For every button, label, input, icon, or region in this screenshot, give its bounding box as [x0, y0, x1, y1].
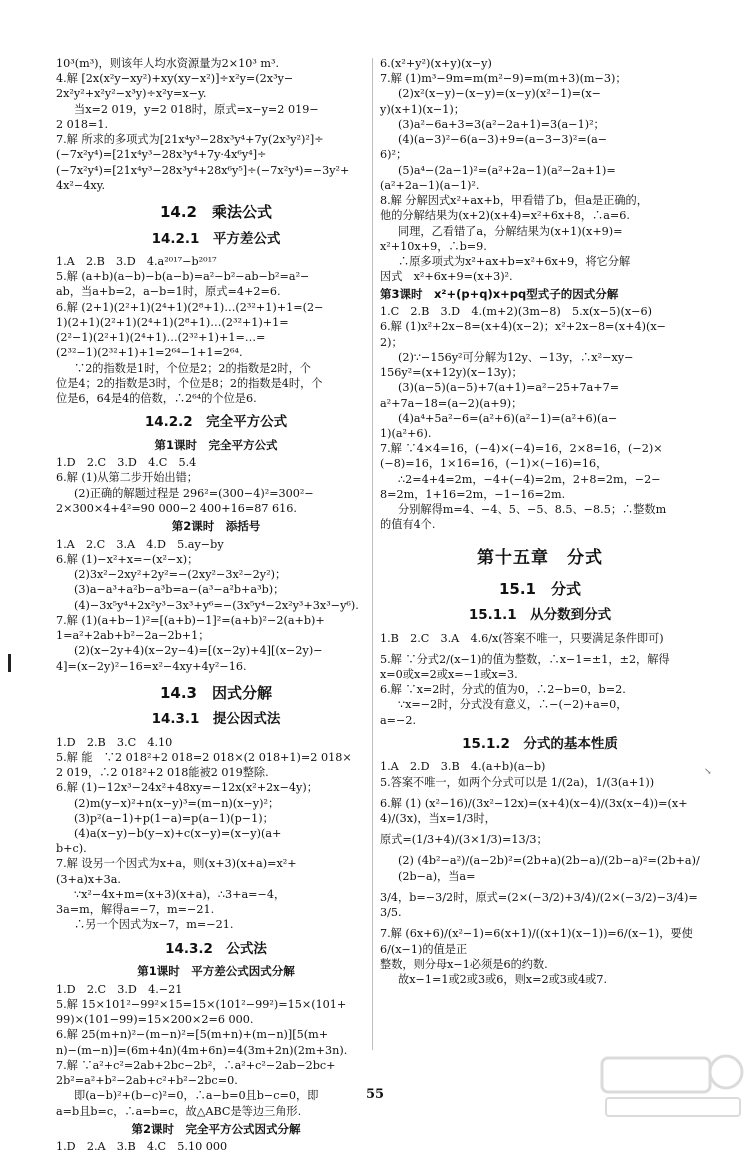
answer-line: 5.答案不唯一，如两个分式可以是 1/(2a)，1/(3(a+1))	[380, 775, 655, 789]
answer-line: 2b²=a²+b²−2ab+c²+b²−2bc=0.	[56, 1074, 238, 1088]
answer-line: 7.解 (6x+6)/(x²−1)=6(x+1)/((x+1)(x−1))=6/(x−1)，要使6/(x−1)的值是正	[380, 927, 693, 956]
answer-line: (3)a²−6a+3=3(a²−2a+1)=3(a−1)²；	[398, 117, 605, 131]
lesson-title: 第1课时 平方差公式因式分解	[137, 964, 295, 979]
answer-line: 3a=m，解得a=−7，m=−21.	[56, 903, 215, 917]
answer-line: 1=a²+2ab+b²−2a−2b+1；	[56, 629, 210, 643]
answer-line: 即(a−b)²+(b−c)²=0，∴a−b=0且b−c=0，即	[74, 1089, 319, 1103]
answer-line: 7.解 ∵a²+c²=2ab+2bc−2b²，∴a²+c²−2ab−2bc+	[56, 1058, 336, 1072]
answer-line: a²+7a−18=(a−2)(a+9)；	[380, 396, 523, 410]
answer-line: 6)²；	[380, 148, 408, 162]
answer-line: (2)x²(x−y)−(x−y)=(x−y)(x²−1)=(x−	[398, 87, 602, 101]
answer-line: 1.A 2.C 3.A 4.D 5.ay−by	[56, 537, 224, 551]
answer-line: 6.(x²+y²)(x+y)(x−y)	[380, 57, 492, 70]
answer-line: 当x=2 019，y=2 018时，原式=x−y=2 019−	[74, 102, 319, 116]
section-title: 15.1 分式	[498, 579, 581, 598]
answer-line: 位是4；2的指数是3时，个位是8；2的指数是4时，个	[56, 376, 323, 390]
answer-line: 7.解 ∵4×4=16，(−4)×(−4)=16，2×8=16，(−2)×	[380, 442, 663, 456]
section-title: 14.3 因式分解	[159, 683, 272, 702]
answer-line: 5.解 15×101²−99²×15=15×(101²−99²)=15×(101+	[56, 997, 347, 1011]
answer-line: ab，当a+b=2，a−b=1时，原式=4+2=6.	[56, 285, 281, 299]
answer-line: 10³(m³)，则该年人均水资源量为2×10³ m³.	[56, 57, 280, 70]
lesson-title: 第1课时 完全平方公式	[154, 437, 278, 452]
answer-line: 1.A 2.D 3.B 4.(a+b)(a−b)	[380, 760, 546, 774]
answer-line: 1.D 2.C 3.D 4.−21	[56, 982, 183, 996]
answer-line: 8.解 分解因式x²+ax+b，甲看错了b，但a是正确的，	[380, 194, 648, 208]
answer-line: 4.解 [2x(x²y−xy²)+xy(xy−x²)]÷x²y=(2x³y−	[56, 72, 294, 86]
answer-line: 5.解 (a+b)(a−b)−b(a−b)=a²−b²−ab−b²=a²−	[56, 270, 310, 284]
answer-line: 1.C 2.B 3.D 4.(m+2)(3m−8) 5.x(x−5)(x−6)	[380, 305, 653, 319]
chapter-title: 第十五章 分式	[477, 547, 603, 568]
answer-line: n)−(m−n)]=(6m+4n)(4m+6n)=4(3m+2n)(2m+3n).	[56, 1043, 348, 1057]
answer-line: b+c).	[56, 842, 87, 856]
answer-line: 故x−1=1或2或3或6，则x=2或3或4或7.	[398, 973, 608, 987]
answer-line: (2³²−1)(2³²+1)+1=2⁶⁴−1+1=2⁶⁴.	[56, 346, 243, 360]
answer-line: 1)(a²+6).	[380, 427, 432, 441]
answer-line: (2)(x−2y+4)(x−2y−4)=[(x−2y)+4][(x−2y)−	[74, 644, 323, 658]
answer-line: 6.解 25(m+n)²−(m−n)²=[5(m+n)+(m−n)][5(m+	[56, 1028, 329, 1042]
answer-line: (4)−3x⁵y⁴+2x²y³−3x³+y⁶=−(3x⁵y⁴−2x²y³+3x³−y⁶).	[74, 598, 359, 612]
answer-line: 7.解 (1)m³−9m=m(m²−9)=m(m+3)(m−3)；	[380, 72, 627, 86]
subsection-title: 14.3.2 公式法	[165, 940, 267, 957]
answer-line: (a²+2a−1)(a−1)².	[380, 178, 480, 192]
subsection-title: 15.1.1 从分数到分式	[468, 607, 612, 624]
page-number: 55	[365, 1087, 385, 1102]
answer-line: (4)(a−3)²−6(a−3)+9=(a−3−3)²=(a−	[398, 133, 608, 147]
answer-line: 6.解 (1) (x²−16)/(3x²−12x)=(x+4)(x−4)/(3x(x−4))=(x+4)/(3x)，当x=1/3时，	[380, 796, 688, 825]
answer-line: 2 019，∴2 018²+2 018能被2 019整除.	[56, 766, 269, 780]
answer-line: (2) (4b²−a²)/(a−2b)²=(2b+a)(2b−a)/(2b−a)²=(2b+a)/(2b−a)，当a=	[398, 854, 700, 883]
answer-line: x²+10x+9，∴b=9.	[380, 239, 487, 253]
answer-line: 原式=(1/3+4)/(3×1/3)=13/3；	[380, 833, 548, 847]
answer-line: 6.解 (1)从第二步开始出错；	[56, 471, 198, 485]
answer-line: 位是6，64是4的倍数，∴2⁶⁴的个位是6.	[56, 391, 257, 405]
answer-line: ∵x²−4x+m=(x+3)(x+a)，∴3+a=−4，	[74, 887, 286, 901]
scan-speck: ↘	[704, 767, 712, 777]
subsection-title: 14.2.1 平方差公式	[151, 230, 281, 247]
answer-line: 1.D 2.C 3.D 4.C 5.4	[56, 456, 197, 470]
answer-line: 7.解 (1)(a+b−1)²=[(a+b)−1]²=(a+b)²−2(a+b)+	[56, 613, 325, 627]
subsection-title: 14.2.2 完全平方公式	[144, 414, 288, 431]
watermark-logo	[598, 1052, 748, 1120]
answer-line: 6.解 (1)x²+2x−8=(x+4)(x−2)；x²+2x−8=(x+4)(x−	[380, 320, 667, 334]
answer-line: 2)；	[380, 335, 403, 349]
answer-line: 1.B 2.C 3.A 4.6/x(答案不唯一，只要满足条件即可)	[380, 631, 664, 645]
answer-line: 6.解 (2+1)(2²+1)(2⁴+1)(2⁸+1)…(2³²+1)+1=(2−	[56, 300, 324, 314]
section-title: 14.2 乘法公式	[159, 203, 272, 222]
answer-line: x=0或x=2或x=−1或x=3.	[380, 667, 518, 681]
answer-line: (3+a)x+3a.	[56, 872, 121, 886]
answer-line: 因式 x²+6x+9=(x+3)².	[380, 270, 513, 284]
answer-line: 5.解 能 ∵2 018²+2 018=2 018×(2 018+1)=2 018×	[56, 750, 352, 764]
answer-line: 分别解得m=4、−4、5、−5、8.5、−8.5；∴整数m	[398, 503, 667, 517]
answer-line: 整数，则分母x−1必须是6的约数.	[380, 957, 548, 971]
answer-line: 3/4，b=−3/2时，原式=(2×(−3/2)+3/4)/(2×(−3/2)−3/4)=3/5.	[380, 890, 698, 920]
answer-line: (4)a(x−y)−b(y−x)+c(x−y)=(x−y)(a+	[74, 827, 282, 841]
answer-line: 8=2m，1+16=2m，−1−16=2m.	[380, 487, 566, 501]
answer-line: 4]=(x−2y)²−16=x²−4xy+4y²−16.	[56, 659, 247, 673]
answer-line: (2)正确的解题过程是 296²=(300−4)²=300²−	[74, 486, 314, 500]
answer-line: (3)(a−5)(a−5)+7(a+1)=a²−25+7a+7=	[398, 381, 620, 395]
answer-line: 的值有4个.	[380, 518, 436, 532]
lesson-title: 第2课时 完全平方公式因式分解	[131, 1121, 301, 1136]
answer-line: (2²−1)(2²+1)(2⁴+1)…(2³²+1)+1=…=	[56, 331, 266, 345]
answer-line: a=−2.	[380, 713, 417, 727]
subsection-title: 14.3.1 提公因式法	[151, 711, 281, 728]
right-column	[380, 56, 700, 1056]
answer-line: ∴原多项式为x²+ax+b=x²+6x+9，将它分解	[398, 255, 631, 269]
answer-line: (2)3x²−2xy²+2y²=−(2xy²−3x²−2y²)；	[74, 568, 287, 582]
answer-line: 6.解 ∵x=2时，分式的值为0，∴2−b=0，b=2.	[380, 683, 626, 697]
answer-line: 156y²=(x+12y)(x−13y)；	[380, 366, 523, 380]
answer-line: (−7x²y⁴)=[21x⁴y³−28x³y⁴+28x⁶y⁵]÷(−7x²y⁴)=−3y²+	[56, 163, 350, 177]
subsection-title: 15.1.2 分式的基本性质	[462, 735, 618, 752]
answer-line: 同理，乙看错了a，分解结果为(x+1)(x+9)=	[398, 224, 623, 238]
answer-line: (2)∵−156y²可分解为12y、−13y，∴x²−xy−	[398, 350, 634, 364]
answer-line: ∵2的指数是1时，个位是2；2的指数是2时，个	[74, 361, 311, 375]
answer-line: 1.A 2.B 3.D 4.a²⁰¹⁷−b²⁰¹⁷	[56, 254, 217, 268]
answer-line: a=b且b=c，∴a=b=c，故△ABC是等边三角形.	[56, 1104, 302, 1118]
binding-mark	[8, 654, 11, 672]
answer-line: ∴另一个因式为x−7，m=−21.	[74, 918, 234, 932]
answer-line: (3)a−a³+a²b−a³b=a−(a³−a²b+a³b)；	[74, 583, 285, 597]
answer-line: 6.解 (1)−x²+x=−(x²−x)；	[56, 552, 199, 566]
answer-line: 6.解 (1)−12x³−24x²+48xy=−12x(x²+2x−4y)；	[56, 781, 318, 795]
answer-line: (−8)=16，1×16=16，(−1)×(−16)=16，	[380, 457, 608, 471]
answer-line: 1)(2+1)(2²+1)(2⁴+1)(2⁸+1)…(2³²+1)+1=	[56, 315, 289, 329]
answer-line: ∵x=−2时，分式没有意义，∴−(−2)+a=0，	[398, 698, 628, 712]
answer-line: (5)a⁴−(2a−1)²=(a²+2a−1)(a²−2a+1)=	[398, 163, 616, 177]
answer-line: 2 018=1.	[56, 117, 109, 131]
answer-line: 1.D 2.B 3.C 4.10	[56, 735, 173, 749]
column-divider	[372, 58, 373, 1050]
answer-line: 他的分解结果为(x+2)(x+4)=x²+6x+8，∴a=6.	[380, 209, 630, 223]
answer-line: 2x²y²+x²y²−x³y)÷x²y=x−y.	[56, 87, 207, 101]
answer-line: 1.D 2.A 3.B 4.C 5.10 000	[56, 1140, 228, 1154]
lesson-title: 第2课时 添括号	[171, 519, 261, 534]
answer-line: 7.解 设另一个因式为x+a，则(x+3)(x+a)=x²+	[56, 857, 297, 871]
answer-line: (−7x²y⁴)=[21x⁴y³−28x³y⁴+7y·4x⁶y⁴]÷	[56, 148, 267, 162]
answer-line: (4)a⁴+5a²−6=(a²+6)(a²−1)=(a²+6)(a−	[398, 411, 618, 425]
answer-line: 99)×(101−99)=15×200×2=6 000.	[56, 1013, 254, 1027]
answer-line: 7.解 所求的多项式为[21x⁴y³−28x³y⁴+7y(2x³y²)²]÷	[56, 133, 324, 147]
answer-line: y)(x+1)(x−1)；	[380, 102, 465, 116]
answer-line: 4x²−4xy.	[56, 178, 106, 192]
answer-line: (3)p²(a−1)+p(1−a)=p(a−1)(p−1)；	[74, 811, 274, 825]
answer-line: (2)m(y−x)²+n(x−y)³=(m−n)(x−y)²；	[74, 796, 280, 810]
lesson-title: 第3课时 x²+(p+q)x+pq型式子的因式分解	[380, 286, 619, 301]
answer-line: 2×300×4+4²=90 000−2 400+16=87 616.	[56, 501, 297, 515]
answer-line: 5.解 ∵分式2/(x−1)的值为整数，∴x−1=±1，±2，解得	[380, 652, 670, 666]
answer-line: ∴2=4+4=2m，−4+(−4)=2m，2+8=2m，−2−	[398, 472, 661, 486]
